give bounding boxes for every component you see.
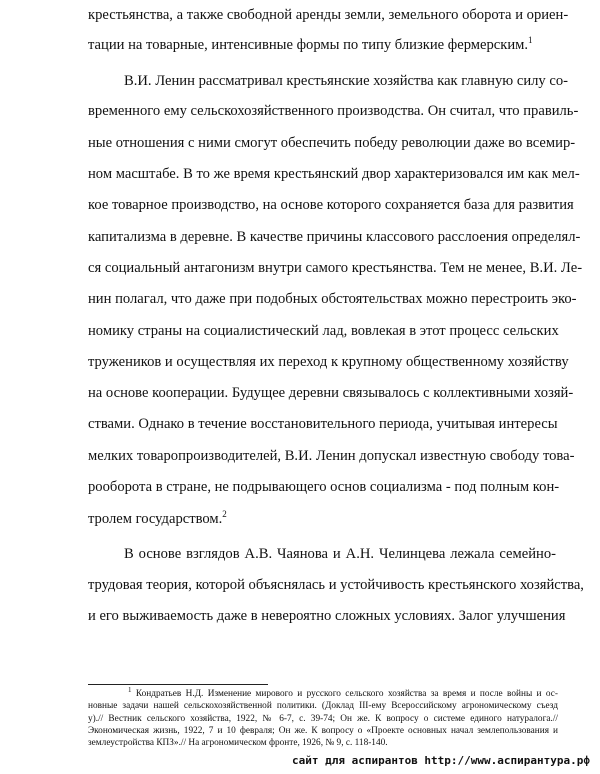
body-line-2: тации на товарные, интенсивные формы по типу близкие фермерским.$^1$ xyxy=(88,35,533,53)
body-line-19: трудовая теория, которой объяснялась и устойчивость крестьянского хозяйства, xyxy=(88,577,584,593)
body-line-11: номику страны на социалистический лад, вовлекая в этот процесс сельских xyxy=(88,323,559,339)
footnote xyxy=(88,688,558,749)
body-line-15: мелких товаропроизводителей, В.И. Ленин допускал известную свободу това- xyxy=(88,448,575,464)
body-line-10: нин полагал, что даже при подобных обстоятельствах можно перестроить эко- xyxy=(88,291,577,307)
body-line-9: ся социальный антагонизм внутри самого крестьянства. Тем не менее, В.И. Ле- xyxy=(88,260,583,276)
body-line-5: ные отношения с ними смогут обеспечить победу революции даже во всемир- xyxy=(88,135,576,151)
body-line-20: и его выживаемость даже в невероятно сложных условиях. Залог улучшения xyxy=(88,608,566,624)
body-line-14: ствами. Однако в течение восстановительного периода, учитывая интересы xyxy=(88,416,558,432)
footnote-ref-2: 2 xyxy=(222,509,227,519)
body-line-7: кое товарное производство, на основе которого сохраняется база для развития xyxy=(88,197,574,213)
footnote-mark: 1 xyxy=(128,686,132,694)
body-line-12: тружеников и осуществляя их переход к крупному общественному хозяйству xyxy=(88,354,569,370)
footnote-line-4: Экономическая жизнь, 1922, 7 и 10 февраля; Он же. К вопросу о «Проекте основных начал землепользования и xyxy=(88,725,558,736)
footnote-line-2: новные задачи нашей сельскохозяйственной политики. (Доклад III-ему Всероссийскому агрономическому съезд xyxy=(88,701,558,712)
footnote-separator xyxy=(88,684,268,685)
footnote-line-3: у).// Вестник сельского хозяйства, 1922, № 6-7, с. 39-74; Он же. К вопросу о системе единого натуралога.// xyxy=(88,713,558,724)
body-line-17: тролем государством.$^2$ xyxy=(88,509,227,527)
footnote-line-1: $^1$ Кондратьев Н.Д. Изменение мирового и русского сельского хозяйства за время и после войны и ос- xyxy=(128,686,558,699)
site-footer: сайт для аспирантов http://www.аспирантура.рф xyxy=(291,754,590,767)
body-line-8: капитализма в деревне. В качестве причины классового расслоения определял- xyxy=(88,229,581,245)
body-line-13: на основе кооперации. Будущее деревни связывалось с коллективными хозяй- xyxy=(88,385,574,401)
body-line-1: крестьянства, а также свободной аренды земли, земельного оборота и ориен- xyxy=(88,7,569,23)
footnote-ref-1: 1 xyxy=(528,35,533,45)
body-line-3: В.И. Ленин рассматривал крестьянские хозяйства как главную силу со- xyxy=(124,73,568,89)
body-line-4: временного ему сельскохозяйственного производства. Он считал, что правиль- xyxy=(88,103,579,119)
body-line-18: В основе взглядов А.В. Чаянова и А.Н. Челинцева лежала семейно- xyxy=(124,546,556,562)
body-line-6: ном масштабе. В то же время крестьянский двор характеризовался им как мел- xyxy=(88,166,580,182)
footnote-line-5: землеустройства КПЗ».// На агрономическом фронте, 1926, № 9, с. 118-140. xyxy=(88,738,388,749)
body-line-16: рооборота в стране, не подрывающего основ социализма - под полным кон- xyxy=(88,479,560,495)
